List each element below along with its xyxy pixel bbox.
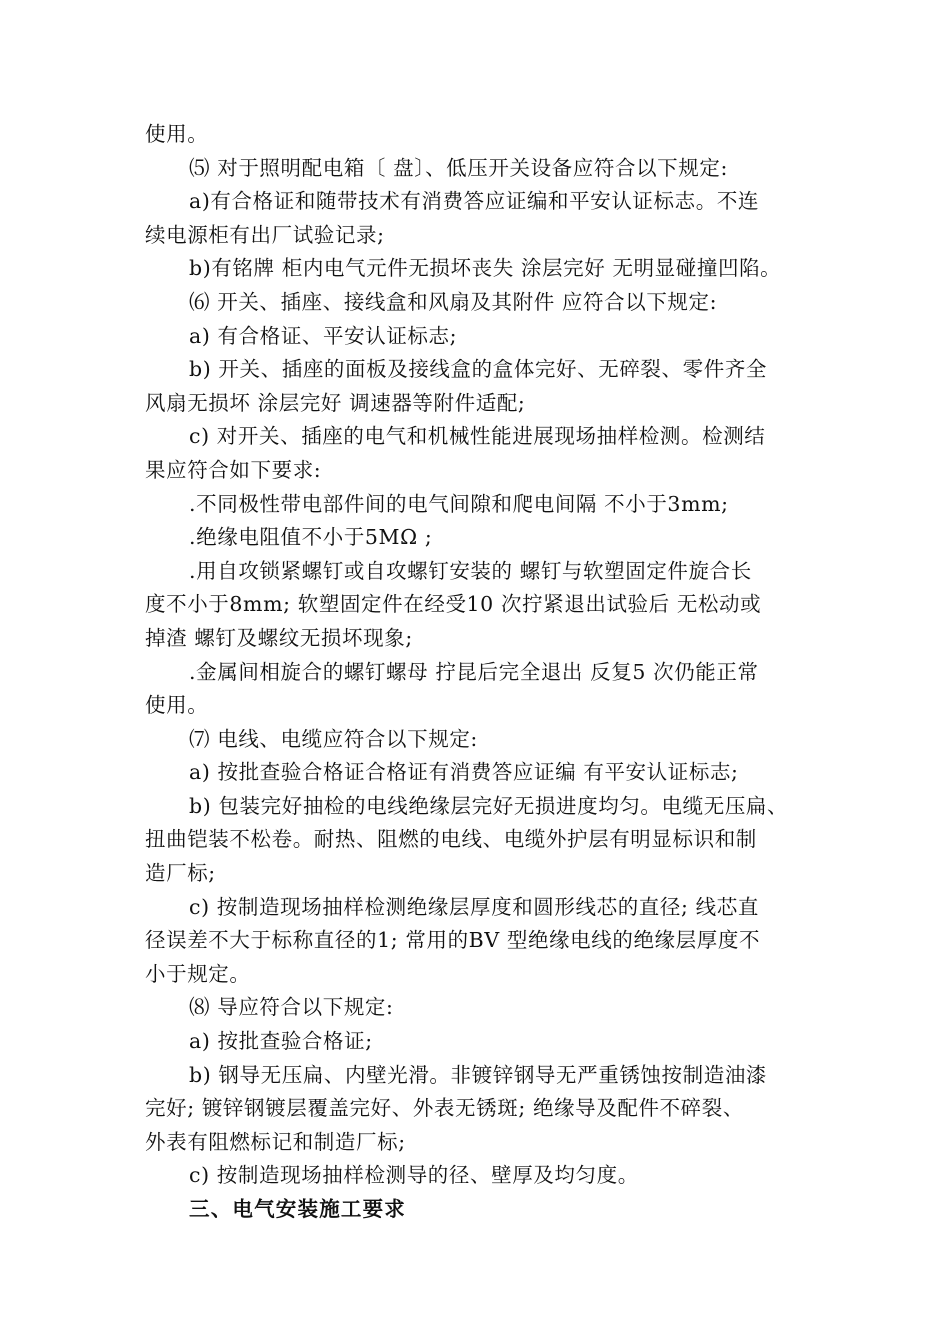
text-line: a) 按批查验合格证合格证有消费答应证编 有平安认证标志;: [189, 760, 739, 785]
text-line: .不同极性带电部件间的电气间隙和爬电间隔 不小于3mm;: [189, 491, 729, 516]
text-line: a)有合格证和随带技术有消费答应证编和平安认证标志。不连: [189, 189, 760, 214]
text-line: c) 按制造现场抽样检测绝缘层厚度和圆形线芯的直径; 线芯直: [189, 894, 759, 919]
text-line: b) 开关、插座的面板及接线盒的盒体完好、无碎裂、零件齐全: [189, 357, 768, 382]
text-line: ⑺ 电线、电缆应符合以下规定:: [189, 726, 478, 751]
text-line: ⑹ 开关、插座、接线盒和风扇及其附件 应符合以下规定:: [189, 289, 718, 314]
text-line: 扭曲铠装不松卷。耐热、阻燃的电线、电缆外护层有明显标识和制: [145, 827, 757, 852]
text-line: a) 有合格证、平安认证标志;: [189, 323, 458, 348]
text-line: ⑸ 对于照明配电箱〔 盘〕、低压开关设备应符合以下规定:: [189, 155, 728, 180]
text-line: 使用。: [145, 693, 209, 718]
text-line: 造厂标;: [145, 861, 216, 886]
text-line: b)有铭牌 柜内电气元件无损坏丧失 涂层完好 无明显碰撞凹陷。: [189, 256, 782, 281]
text-line: b) 钢导无压扁、内壁光滑。非镀锌钢导无严重锈蚀按制造油漆: [189, 1062, 768, 1087]
text-line: 度不小于8mm; 软塑固定件在经受10 次拧紧退出试验后 无松动或: [145, 592, 762, 617]
text-line: .金属间相旋合的螺钉螺母 拧昆后完全退出 反复5 次仍能正常: [189, 659, 759, 684]
text-line: 续电源柜有出厂试验记录;: [145, 222, 385, 247]
text-line: 果应符合如下要求:: [145, 457, 322, 482]
text-line: 径误差不大于标称直径的1; 常用的BV 型绝缘电线的绝缘层厚度不: [145, 928, 761, 953]
text-line: ⑻ 导应符合以下规定:: [189, 995, 394, 1020]
text-line: 外表有阻燃标记和制造厂标;: [145, 1129, 406, 1154]
text-line: 掉渣 螺钉及螺纹无损坏现象;: [145, 625, 413, 650]
text-line: a) 按批查验合格证;: [189, 1029, 373, 1054]
text-line: c) 按制造现场抽样检测导的径、壁厚及均匀度。: [189, 1163, 639, 1188]
text-line: 完好; 镀锌钢镀层覆盖完好、外表无锈斑; 绝缘导及配件不碎裂、: [145, 1096, 744, 1121]
text-line: 使用。: [145, 122, 209, 146]
text-line: .绝缘电阻值不小于5MΩ ;: [189, 525, 433, 550]
text-line: b) 包装完好抽检的电线绝缘层完好无损进度均匀。电缆无压扁、: [189, 793, 789, 818]
text-line: 风扇无损坏 涂层完好 调速器等附件适配;: [145, 390, 526, 415]
document-body: [145, 118, 825, 1227]
section-heading: 三、电气安装施工要求: [189, 1197, 406, 1221]
text-line: c) 对开关、插座的电气和机械性能进展现场抽样检测。检测结: [189, 424, 766, 449]
text-line: .用自攻锁紧螺钉或自攻螺钉安装的 螺钉与软塑固定件旋合长: [189, 558, 752, 583]
text-line: 小于规定。: [145, 961, 251, 986]
